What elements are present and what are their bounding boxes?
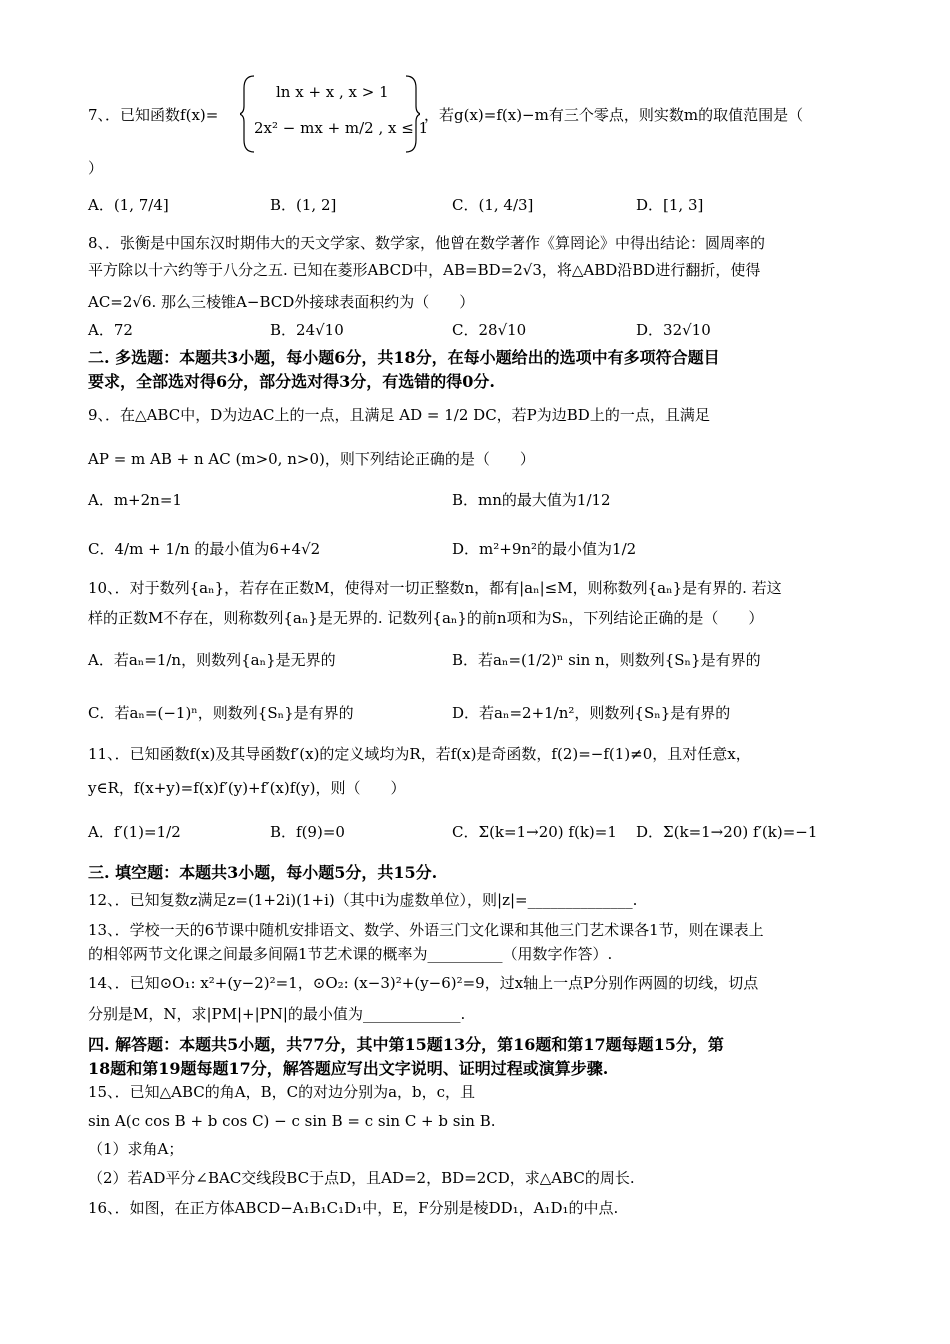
q15-part-1: （1）求角A； [88,1140,184,1158]
section-3-heading: 三. 填空题：本题共3小题，每小题5分，共15分. [88,863,438,882]
q9-option-a: A．m+2n=1 [88,491,182,509]
q13-line-1: 13、．学校一天的6节课中随机安排语文、数学、外语三门文化课和其他三门艺术课各1节，则在课表上 [88,921,764,939]
q8-option-c: C．28√10 [452,321,527,339]
q7-option-c: C．(1, 4/3] [452,196,534,214]
q13-line-2: 的相邻两节文化课之间最多间隔1节艺术课的概率为__________（用数字作答）. [88,945,613,963]
q14-line-2: 分别是M，N，求|PM|+|PN|的最小值为_____________. [88,1005,466,1023]
q10-line-2: 样的正数M不存在，则称数列{aₙ}是无界的. 记数列{aₙ}的前n项和为Sₙ，下列结论正确的是（ ） [88,609,764,627]
q7-stem-b: ，若g(x)=f(x)−m有三个零点，则实数m的取值范围是（ [424,106,804,124]
q15-line-2: sin A(c cos B + b cos C) − c sin B = c sin C + b sin B. [88,1112,496,1130]
q12-text: 12、．已知复数z满足z=(1+2i)(1+i)（其中i为虚数单位），则|z|=______________. [88,891,638,909]
q7-option-b: B．(1, 2] [270,196,337,214]
q8-option-b: B．24√10 [270,321,344,339]
q8-option-d: D．32√10 [636,321,711,339]
q7-piece-2: 2x² − mx + m/2 , x ≤ 1 [254,119,429,137]
section-4-heading-line-1: 四. 解答题：本题共5小题，共77分，其中第15题13分，第16题和第17题每题15分，第 [88,1035,724,1054]
q8-line-1: 8、．张衡是中国东汉时期伟大的天文学家、数学家，他曾在数学著作《算罔论》中得出结论：圆周率的 [88,234,766,252]
q8-line-3: AC=2√6. 那么三棱锥A−BCD外接球表面积约为（ ） [88,293,475,311]
q8-option-a: A．72 [88,321,133,339]
q7-piece-1: ln x + x , x > 1 [276,83,389,101]
q9-line-1: 9、．在△ABC中，D为边AC上的一点，且满足 AD = 1/2 DC，若P为边BD上的一点，且满足 [88,406,710,424]
q7-stem-c: ） [88,159,104,177]
q9-option-c: C．4/m + 1/n 的最小值为6+4√2 [88,540,321,558]
q8-line-2: 平方除以十六约等于八分之五. 已知在菱形ABCD中，AB=BD=2√3，将△ABD沿BD进行翻折，使得 [88,261,761,279]
q9-line-2: AP = m AB + n AC (m>0, n>0)，则下列结论正确的是（ ） [88,450,535,468]
q7-stem-a: 7、．已知函数f(x)= [88,106,219,124]
q10-line-1: 10、．对于数列{aₙ}，若存在正数M，使得对一切正整数n，都有|aₙ|≤M，则称数列{aₙ}是有界的. 若这 [88,579,782,597]
q10-option-a: A．若aₙ=1/n，则数列{aₙ}是无界的 [88,651,336,669]
section-2-heading-line-2: 要求，全部选对得6分，部分选对得3分，有选错的得0分. [88,372,495,391]
q10-option-d: D．若aₙ=2+1/n²，则数列{Sₙ}是有界的 [452,704,731,722]
q15-part-2: （2）若AD平分∠BAC交线段BC于点D，且AD=2，BD=2CD，求△ABC的周长. [88,1169,635,1187]
q7-option-d: D．[1, 3] [636,196,704,214]
section-2-heading-line-1: 二. 多选题：本题共3小题，每小题6分，共18分，在每小题给出的选项中有多项符合题目 [88,348,720,367]
q11-option-b: B．f(9)=0 [270,823,345,841]
q9-option-b: B．mn的最大值为1/12 [452,491,611,509]
section-4-heading-line-2: 18题和第19题每题17分，解答题应写出文字说明、证明过程或演算步骤. [88,1059,609,1078]
q11-line-1: 11、．已知函数f(x)及其导函数f′(x)的定义域均为R，若f(x)是奇函数，f(2)=−f(1)≠0，且对任意x， [88,745,751,763]
q15-line-1: 15、．已知△ABC的角A，B，C的对边分别为a，b，c，且 [88,1083,476,1101]
q11-option-a: A．f′(1)=1/2 [88,823,181,841]
q11-option-d: D．Σ(k=1→20) f′(k)=−1 [636,823,818,841]
q9-option-d: D．m²+9n²的最小值为1/2 [452,540,637,558]
q10-option-c: C．若aₙ=(−1)ⁿ，则数列{Sₙ}是有界的 [88,704,354,722]
q11-option-c: C．Σ(k=1→20) f(k)=1 [452,823,617,841]
q10-option-b: B．若aₙ=(1/2)ⁿ sin n，则数列{Sₙ}是有界的 [452,651,761,669]
q14-line-1: 14、．已知⊙O₁: x²+(y−2)²=1，⊙O₂: (x−3)²+(y−6)²=9，过x轴上一点P分别作两圆的切线，切点 [88,974,759,992]
q7-option-a: A．(1, 7/4] [88,196,169,214]
q16-text: 16、．如图，在正方体ABCD−A₁B₁C₁D₁中，E，F分别是棱DD₁，A₁D₁的中点. [88,1199,619,1217]
q11-line-2: y∈R，f(x+y)=f(x)f′(y)+f′(x)f(y)，则（ ） [88,779,406,797]
